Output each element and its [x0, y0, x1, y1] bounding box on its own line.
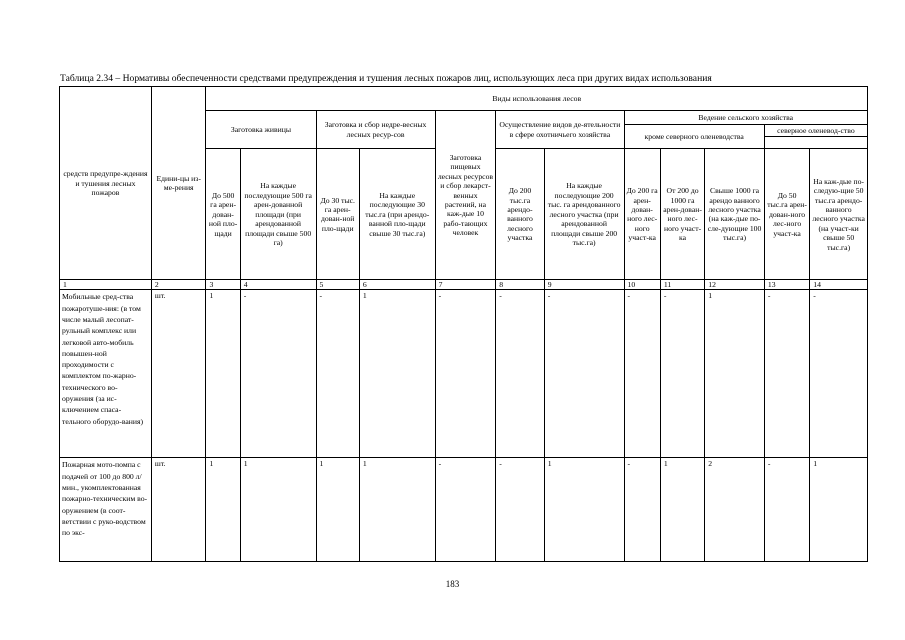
- header-zhivitsa: Заготовка живицы: [206, 111, 316, 149]
- row-cell: -: [496, 458, 544, 562]
- header-c6: На каждые последующие 30 тыс.га (при арендо-ванной пло-щади свыше 30 тыс.га): [359, 149, 435, 280]
- row-cell: 1: [206, 458, 240, 562]
- row-cell: 2: [705, 458, 765, 562]
- column-number-row: [60, 280, 868, 290]
- row-cell: 1: [240, 458, 316, 562]
- header-c13: До 50 тыс.га арен-дован-ного лес-ного участ-ка: [764, 149, 809, 280]
- row-cell: 1: [660, 458, 704, 562]
- row-cell: шт.: [151, 458, 206, 562]
- header-c10: До 200 га арен-дован-ного лес-ного участ-ка: [624, 149, 660, 280]
- row-cell: 1: [359, 458, 435, 562]
- row-cell: 1: [705, 290, 765, 458]
- col-number: 9: [544, 280, 624, 290]
- row-cell: -: [624, 458, 660, 562]
- row-cell: шт.: [151, 290, 206, 458]
- header-selskoe: Ведение сельского хозяйства: [624, 111, 868, 125]
- col-number: 12: [705, 280, 765, 290]
- row-cell: -: [496, 290, 544, 458]
- header-c12: Свыше 1000 га арендо ванного лесного участка (на каж-дые по-сле-дующие 100 тыс.га): [705, 149, 765, 280]
- col-number: 5: [316, 280, 359, 290]
- col-number: 2: [151, 280, 206, 290]
- row-cell: -: [624, 290, 660, 458]
- header-nedrevesnye: Заготовка и сбор недре-весных лесных ресур-сов: [316, 111, 435, 149]
- page-number: 183: [445, 579, 460, 589]
- col-number: 3: [206, 280, 240, 290]
- col-number: 6: [359, 280, 435, 290]
- row-cell: 1: [359, 290, 435, 458]
- norms-table: [59, 86, 868, 562]
- row-cell: 1: [810, 458, 868, 562]
- row-cell: -: [316, 290, 359, 458]
- header-severnoe-cont: [764, 137, 867, 149]
- col-number: 1: [60, 280, 152, 290]
- header-severnoe: северное оленевод-ство: [764, 125, 867, 137]
- col-number: 4: [240, 280, 316, 290]
- col-number: 10: [624, 280, 660, 290]
- row-cell: 1: [544, 458, 624, 562]
- header-c14: На каж-дые по-следую-щие 50 тыс.га арендо-ванного лесного участка (на участ-ки свыше 50 тыс.га): [810, 149, 868, 280]
- header-krome: кроме северного оленеводства: [624, 125, 764, 149]
- col-number: 13: [764, 280, 809, 290]
- col-number: 8: [496, 280, 544, 290]
- row-cell: -: [435, 458, 496, 562]
- col-number: 7: [435, 280, 496, 290]
- row-cell: -: [764, 290, 809, 458]
- col-number: 11: [660, 280, 704, 290]
- row-cell: -: [764, 458, 809, 562]
- header-c4: На каждые последующие 500 га арен-дованной площади (при арендованной площади свыше 500 га): [240, 149, 316, 280]
- header-c8: До 200 тыс.га арендо-ванного лесного участка: [496, 149, 544, 280]
- row-cell: -: [435, 290, 496, 458]
- header-uses-title: Виды использования лесов: [206, 87, 868, 111]
- table-row: [60, 290, 868, 458]
- header-c11: От 200 до 1000 га арен-дован-ного лес-ного участ-ка: [660, 149, 704, 280]
- row-cell: 1: [206, 290, 240, 458]
- row-name-mobile-means: Мобильные сред-ства пожаротуше-ния: (в том числе малый лесопат-рульный комплекс или легковой авто-мобиль повышен-ной проходимости с комплектом по-жарно-технического во-оружения (за ис-ключением спаса-тельного оборудо-вания): [60, 290, 152, 458]
- row-cell: -: [544, 290, 624, 458]
- header-c5: До 30 тыс. га арен-дован-ной пло-щади: [316, 149, 359, 280]
- table-caption: Таблица 2.34 – Нормативы обеспеченности средствами предупреждения и тушения лесных пожаров лиц, использующих леса при других видах использования: [60, 73, 712, 84]
- header-okhota: Осуществление видов де-ятельности в сфере охотничьего хозяйства: [496, 111, 624, 149]
- header-c3: До 500 га арен-дован-ной пло-щади: [206, 149, 240, 280]
- row-cell: 1: [316, 458, 359, 562]
- header-c9: На каждые последующие 200 тыс. га арендованного лесного участка (при арендованной площади свыше 200 тыс.га): [544, 149, 624, 280]
- header-means: средств предупре-ждения и тушения лесных пожаров: [60, 87, 152, 280]
- row-cell: -: [810, 290, 868, 458]
- row-name-motor-pump: Пожарная мото-помпа с подачей от 100 до 800 л/мин., укомплектованная пожарно-техническим во-оружением (в соот-ветствии с руко-водством по экс-: [60, 458, 152, 562]
- table-row: [60, 458, 868, 562]
- header-pischevye: Заготовка пищевых лесных ресурсов и сбор лекарст-венных растений, на каж-дые 10 рабо-тающих человек: [435, 111, 496, 280]
- header-unit: Едини-цы из-ме-рения: [151, 87, 206, 280]
- row-cell: -: [240, 290, 316, 458]
- row-cell: -: [660, 290, 704, 458]
- col-number: 14: [810, 280, 868, 290]
